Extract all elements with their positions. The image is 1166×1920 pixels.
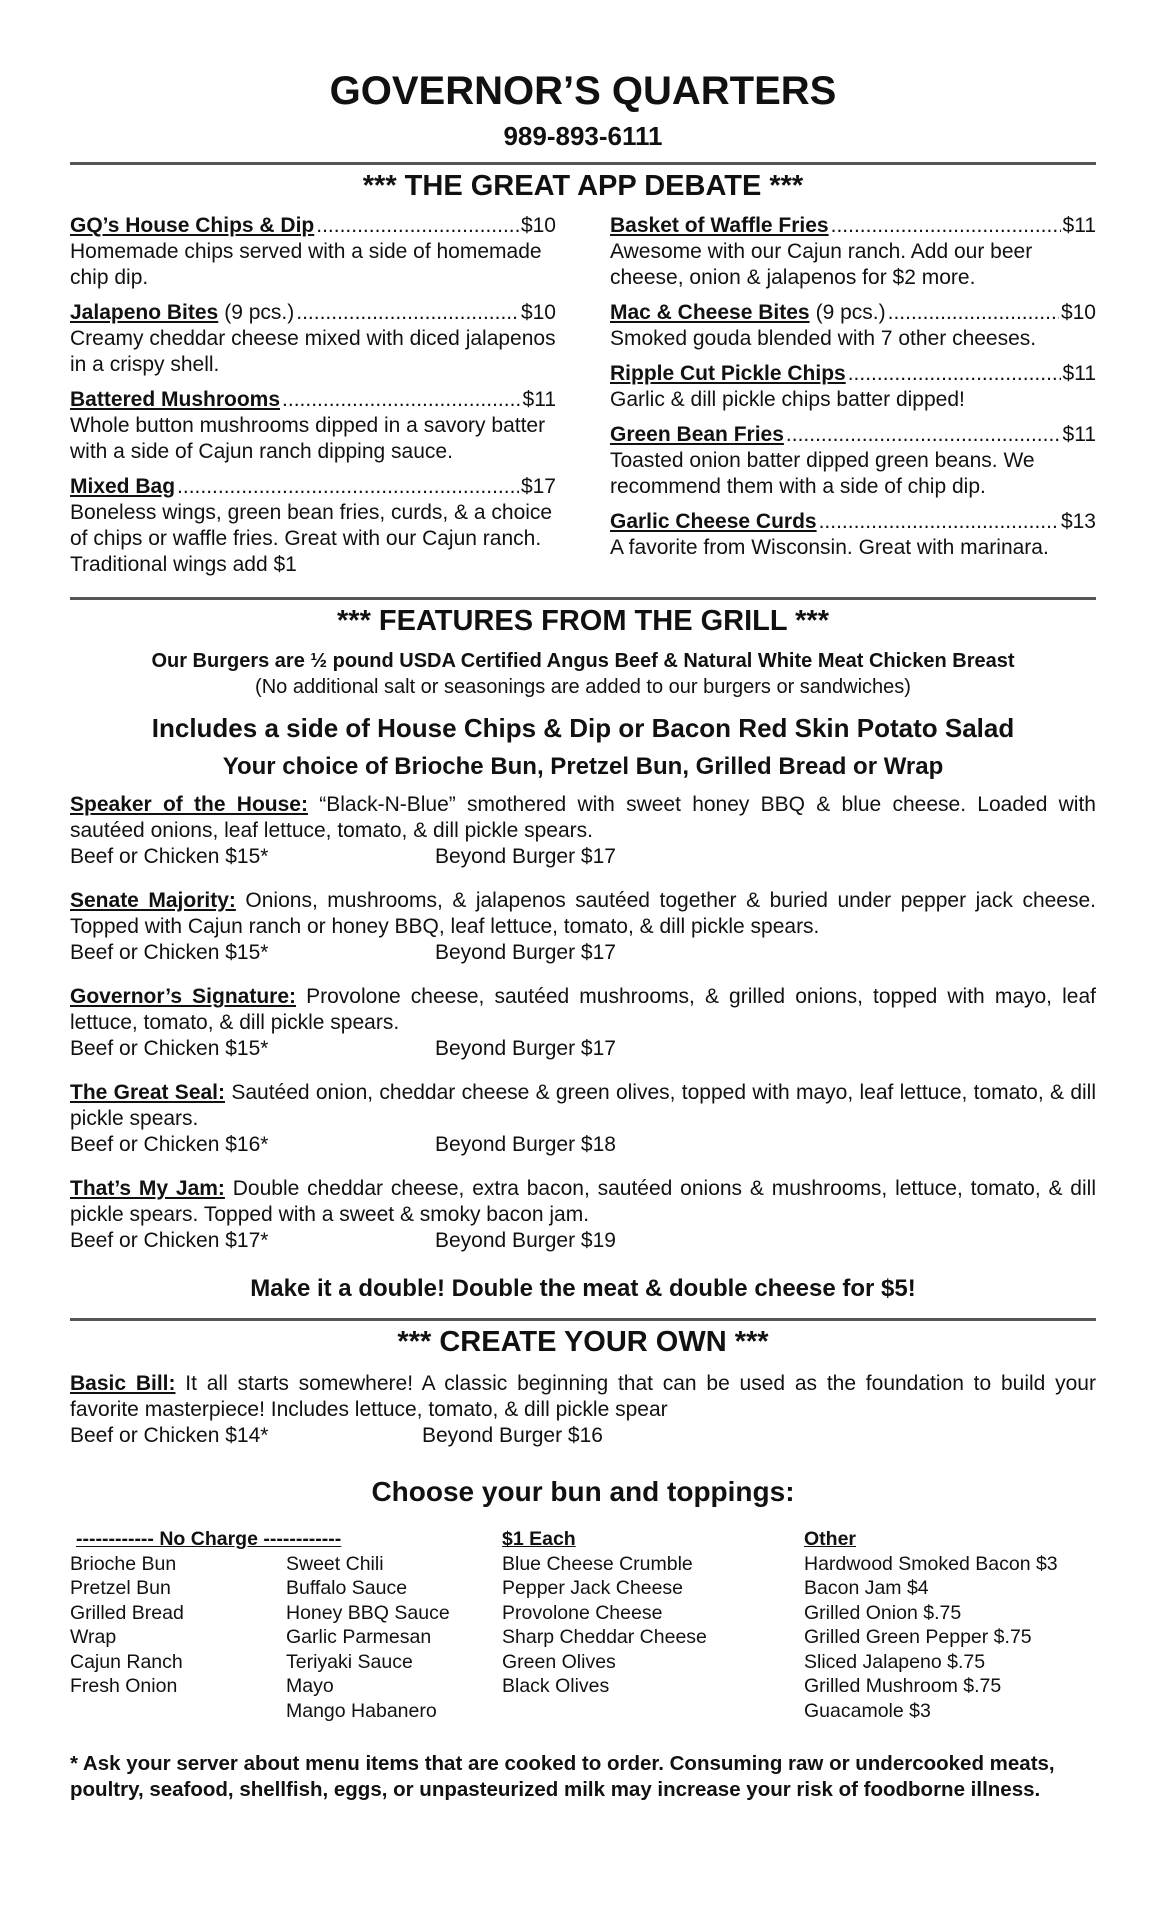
app-note: (9 pcs.) bbox=[815, 301, 886, 324]
topping-item: Provolone Cheese bbox=[502, 1601, 663, 1624]
app-name: GQ’s House Chips & Dip bbox=[70, 214, 315, 237]
app-note: (9 pcs.) bbox=[224, 301, 295, 324]
burger-item bbox=[70, 984, 1096, 1062]
burger-description: Provolone cheese, sautéed mushrooms, & grilled onions, topped with mayo, leaf lettuce, tomato, & dill pickle spears. bbox=[70, 985, 1096, 1034]
topping-item: Buffalo Sauce bbox=[286, 1577, 408, 1599]
app-price: $10 bbox=[520, 214, 556, 237]
topping-item: Sliced Jalapeno $.75 bbox=[804, 1650, 986, 1673]
beyond-price: Beyond Burger $19 bbox=[435, 1229, 616, 1252]
app-description: Garlic & dill pickle chips batter dipped! bbox=[610, 388, 965, 411]
beef-chicken-price: Beef or Chicken $17* bbox=[70, 1229, 269, 1252]
burger-item bbox=[70, 1176, 1096, 1254]
app-price: $10 bbox=[520, 301, 556, 324]
topping-item: Guacamole $3 bbox=[804, 1699, 931, 1722]
app-item bbox=[610, 422, 1096, 500]
burger-item bbox=[70, 792, 1096, 870]
one-dollar-header: $1 Each bbox=[502, 1528, 576, 1550]
topping-item: Cajun Ranch bbox=[70, 1650, 183, 1673]
burger-name: The Great Seal: bbox=[70, 1081, 226, 1104]
no-charge-column-2 bbox=[286, 1527, 502, 1723]
app-description: A favorite from Wisconsin. Great with marinara. bbox=[610, 536, 1049, 559]
beyond-price: Beyond Burger $17 bbox=[435, 845, 616, 868]
topping-item: Mayo bbox=[286, 1675, 334, 1697]
app-price: $11 bbox=[522, 388, 556, 411]
beyond-price: Beyond Burger $17 bbox=[435, 941, 616, 964]
topping-item: Grilled Mushroom $.75 bbox=[804, 1675, 1002, 1697]
topping-item: Pepper Jack Cheese bbox=[502, 1577, 684, 1599]
grill-intro-note: (No additional salt or seasonings are added to our burgers or sandwiches) bbox=[255, 676, 911, 698]
app-item bbox=[610, 300, 1096, 352]
burger-name: Speaker of the House: bbox=[70, 793, 308, 816]
app-item bbox=[610, 361, 1096, 413]
toppings-table bbox=[70, 1527, 1096, 1723]
app-description: Toasted onion batter dipped green beans. We recommend them with a side of chip dip. bbox=[610, 449, 1035, 498]
burger-description: “Black-N-Blue” smothered with sweet honey BBQ & blue cheese. Loaded with sautéed onions, leaf lettuce, tomato, & dill pickle spears. bbox=[70, 793, 1096, 842]
bun-choice: Your choice of Brioche Bun, Pretzel Bun, Grilled Bread or Wrap bbox=[222, 753, 944, 780]
apps-left-column bbox=[70, 213, 556, 587]
app-item bbox=[70, 300, 556, 378]
app-item bbox=[610, 213, 1096, 291]
topping-item: Honey BBQ Sauce bbox=[286, 1601, 450, 1624]
burger-description: Sautéed onion, cheddar cheese & green olives, topped with mayo, leaf lettuce, tomato, & dill pickle spears. bbox=[70, 1081, 1096, 1130]
apps-right-column bbox=[610, 213, 1096, 587]
divider bbox=[70, 1318, 1096, 1321]
beef-chicken-price: Beef or Chicken $14* bbox=[70, 1424, 269, 1447]
topping-item: Garlic Parmesan bbox=[286, 1626, 432, 1648]
other-column bbox=[804, 1527, 1064, 1723]
burger-description: Onions, mushrooms, & jalapenos sautéed together & buried under pepper jack cheese. Topped with Cajun ranch or honey BBQ, leaf lettuce, tomato, & dill pickle spears. bbox=[70, 889, 1096, 938]
burger-name: That’s My Jam: bbox=[70, 1177, 225, 1200]
topping-item: Mango Habanero bbox=[286, 1699, 437, 1722]
phone-number: 989-893-6111 bbox=[503, 121, 663, 151]
other-header: Other bbox=[804, 1528, 857, 1550]
food-safety-disclaimer: * Ask your server about menu items that are cooked to order. Consuming raw or undercooked meats, poultry, seafood, shellfish, eggs, or unpasteurized milk may increase your risk of foodborne illness. bbox=[70, 1752, 1055, 1801]
topping-item: Bacon Jam $4 bbox=[804, 1577, 929, 1599]
topping-item: Sweet Chili bbox=[286, 1552, 384, 1575]
app-name: Garlic Cheese Curds bbox=[610, 510, 817, 533]
topping-item: Hardwood Smoked Bacon $3 bbox=[804, 1552, 1058, 1575]
app-description: Smoked gouda blended with 7 other cheeses. bbox=[610, 327, 1037, 350]
includes-side: Includes a side of House Chips & Dip or Bacon Red Skin Potato Salad bbox=[151, 713, 1015, 743]
choose-toppings-title: Choose your bun and toppings: bbox=[371, 1476, 795, 1507]
topping-item: Blue Cheese Crumble bbox=[502, 1552, 693, 1575]
burger-name: Governor’s Signature: bbox=[70, 985, 296, 1008]
app-description: Creamy cheddar cheese mixed with diced jalapenos in a crispy shell. bbox=[70, 327, 556, 376]
app-price: $10 bbox=[1060, 301, 1096, 324]
topping-item: Grilled Onion $.75 bbox=[804, 1601, 962, 1624]
topping-item: Black Olives bbox=[502, 1675, 610, 1697]
burger-item bbox=[70, 888, 1096, 966]
app-description: Awesome with our Cajun ranch. Add our beer cheese, onion & jalapenos for $2 more. bbox=[610, 240, 1033, 289]
app-name: Mixed Bag bbox=[70, 475, 176, 498]
one-dollar-column bbox=[502, 1527, 804, 1723]
restaurant-name: GOVERNOR’S QUARTERS bbox=[329, 69, 837, 113]
app-price: $11 bbox=[1062, 423, 1096, 446]
basic-bill-name: Basic Bill: bbox=[70, 1372, 176, 1395]
beef-chicken-price: Beef or Chicken $15* bbox=[70, 941, 269, 964]
beyond-price: Beyond Burger $17 bbox=[435, 1037, 616, 1060]
apps-section-title: *** THE GREAT APP DEBATE *** bbox=[362, 170, 804, 202]
burger-name: Senate Majority: bbox=[70, 889, 236, 912]
beef-chicken-price: Beef or Chicken $15* bbox=[70, 1037, 269, 1060]
topping-item: Grilled Green Pepper $.75 bbox=[804, 1626, 1032, 1648]
topping-item: Teriyaki Sauce bbox=[286, 1650, 413, 1673]
create-section-title: *** CREATE YOUR OWN *** bbox=[397, 1326, 769, 1358]
app-description: Whole button mushrooms dipped in a savory batter with a side of Cajun ranch dipping sauce. bbox=[70, 414, 546, 463]
topping-item: Brioche Bun bbox=[70, 1552, 177, 1575]
app-item bbox=[70, 474, 556, 578]
basic-bill-description: It all starts somewhere! A classic beginning that can be used as the foundation to build your favorite masterpiece! Includes lettuce, tomato, & dill pickle spear bbox=[70, 1372, 1096, 1421]
app-price: $11 bbox=[1062, 362, 1096, 385]
burger-item bbox=[70, 1080, 1096, 1158]
app-price: $13 bbox=[1060, 510, 1096, 533]
app-name: Jalapeno Bites bbox=[70, 301, 219, 324]
divider bbox=[70, 162, 1096, 165]
beef-chicken-price: Beef or Chicken $16* bbox=[70, 1133, 269, 1156]
no-charge-header: ------------ No Charge ------------ bbox=[76, 1528, 342, 1550]
burger-description: Double cheddar cheese, extra bacon, sautéed onions & mushrooms, lettuce, tomato, & dill pickle spears. Topped with a sweet & smoky bacon jam. bbox=[70, 1177, 1096, 1226]
app-name: Basket of Waffle Fries bbox=[610, 214, 829, 237]
app-item bbox=[70, 387, 556, 465]
beyond-price: Beyond Burger $16 bbox=[422, 1424, 603, 1447]
app-price: $17 bbox=[520, 475, 556, 498]
app-name: Ripple Cut Pickle Chips bbox=[610, 362, 846, 385]
app-name: Battered Mushrooms bbox=[70, 388, 281, 411]
make-it-double: Make it a double! Double the meat & double cheese for $5! bbox=[250, 1275, 916, 1302]
app-name: Mac & Cheese Bites bbox=[610, 301, 810, 324]
topping-item: Green Olives bbox=[502, 1650, 616, 1673]
app-name: Green Bean Fries bbox=[610, 423, 784, 446]
app-item bbox=[610, 509, 1096, 561]
app-description: Homemade chips served with a side of homemade chip dip. bbox=[70, 240, 542, 289]
beyond-price: Beyond Burger $18 bbox=[435, 1133, 616, 1156]
grill-section-title: *** FEATURES FROM THE GRILL *** bbox=[337, 605, 829, 637]
app-item bbox=[70, 213, 556, 291]
app-description: Boneless wings, green bean fries, curds, & a choice of chips or waffle fries. Great with our Cajun ranch. Traditional wings add $1 bbox=[70, 501, 553, 576]
topping-item: Sharp Cheddar Cheese bbox=[502, 1626, 707, 1648]
topping-item: Fresh Onion bbox=[70, 1675, 178, 1697]
divider bbox=[70, 597, 1096, 600]
topping-item: Wrap bbox=[70, 1626, 117, 1648]
topping-item: Grilled Bread bbox=[70, 1601, 184, 1624]
apps-section bbox=[70, 213, 1096, 587]
topping-item: Pretzel Bun bbox=[70, 1577, 171, 1599]
app-price: $11 bbox=[1062, 214, 1096, 237]
grill-intro: Our Burgers are ½ pound USDA Certified Angus Beef & Natural White Meat Chicken Breast bbox=[151, 650, 1015, 672]
beef-chicken-price: Beef or Chicken $15* bbox=[70, 845, 269, 868]
basic-bill-item bbox=[70, 1371, 1096, 1449]
